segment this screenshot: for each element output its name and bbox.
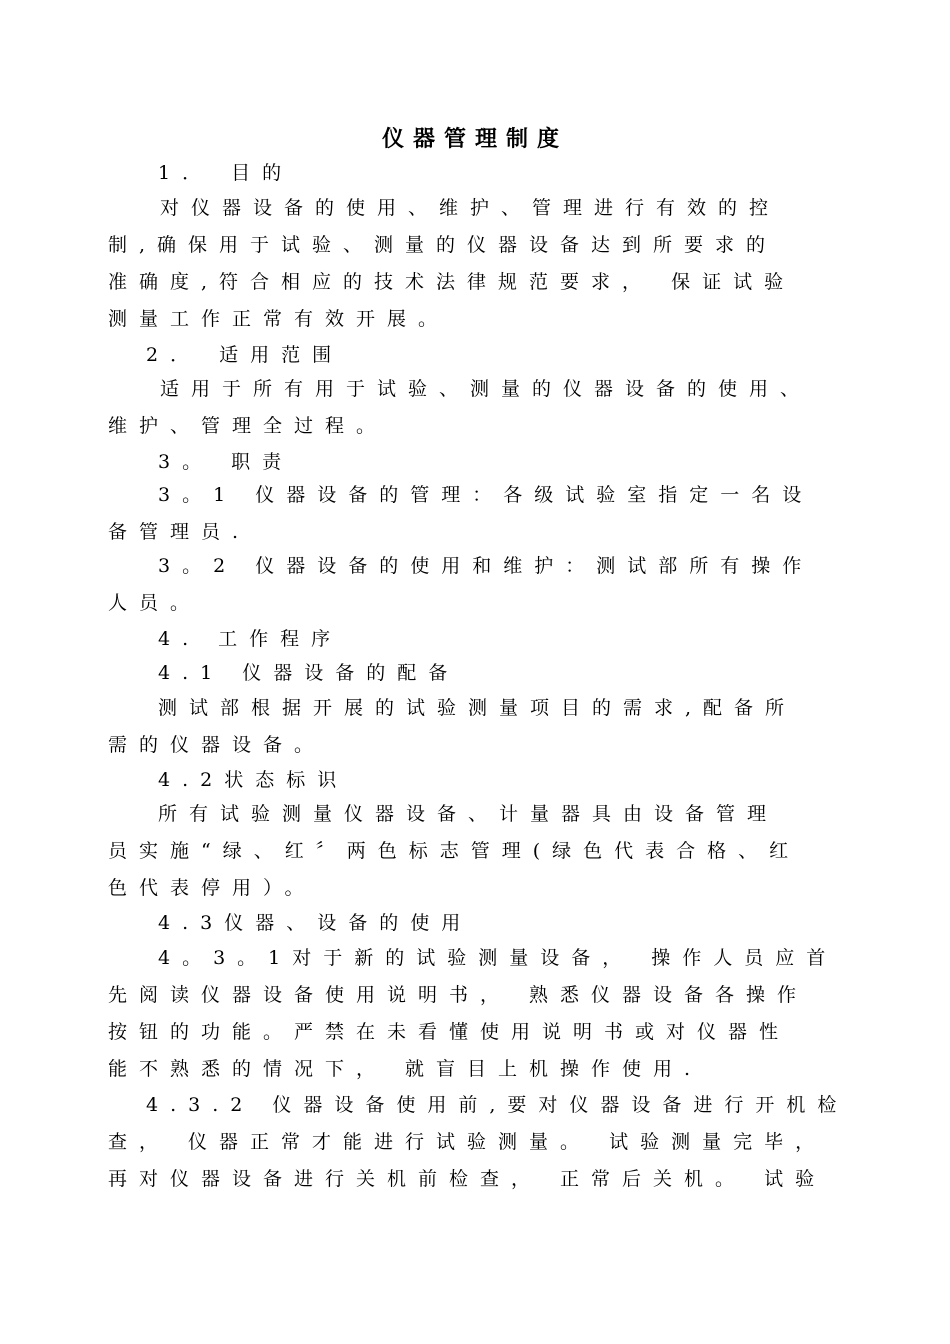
- paragraph-line: 3。1 仪器设备的管理：各级试验室指定一名设: [158, 484, 814, 506]
- paragraph-line: 按钮的功能。严禁在未看懂使用说明书或对仪器性: [108, 1021, 791, 1043]
- paragraph-line: 先阅读仪器设备使用说明书， 熟悉仪器设备各操作: [108, 984, 809, 1006]
- subsection-heading: 4.3仪器、设备的使用: [158, 912, 473, 934]
- paragraph-line: 需的仪器设备。: [108, 734, 326, 756]
- paragraph-line: 4。3。1对于新的试验测量设备， 操作人员应首: [158, 947, 838, 969]
- paragraph-line: 维护、管理全过程。: [108, 415, 388, 437]
- section-heading-purpose: 1． 目的: [158, 162, 294, 184]
- paragraph-line: 备管理员.: [108, 521, 251, 543]
- subsection-heading: 4.2状态标识: [158, 769, 349, 791]
- paragraph-line: 能不熟悉的情况下， 就盲目上机操作使用.: [108, 1058, 703, 1080]
- paragraph-line: 人员。: [108, 592, 202, 614]
- paragraph-line: 3。2 仪器设备的使用和维护：测试部所有操作: [158, 555, 814, 577]
- paragraph-line: 对仪器设备的使用、维护、管理进行有效的控: [160, 197, 781, 219]
- paragraph-line: 所有试验测量仪器设备、计量器具由设备管理: [158, 803, 779, 825]
- paragraph-line: 4.3.2 仪器设备使用前,要对仪器设备进行开机检: [146, 1094, 849, 1116]
- paragraph-line: 员实施“绿、红〞两色标志管理(绿色代表合格、红: [108, 840, 801, 862]
- section-heading-scope: 2． 适用范围: [146, 344, 344, 366]
- paragraph-line: 适用于所有用于试验、测量的仪器设备的使用、: [160, 378, 812, 400]
- paragraph-line: 再对仪器设备进行关机前检查， 正常后关机。 试验: [108, 1168, 827, 1190]
- section-heading-duties: 3。 职责: [158, 451, 294, 473]
- paragraph-line: 查， 仪器正常才能进行试验测量。 试验测量完毕，: [108, 1131, 827, 1153]
- paragraph-line: 色代表停用）。: [108, 877, 316, 899]
- section-heading-procedure: 4. 工作程序: [158, 628, 343, 650]
- document-title: 仪器管理制度: [381, 126, 568, 152]
- paragraph-line: 测量工作正常有效开展。: [108, 308, 450, 330]
- paragraph-line: 测试部根据开展的试验测量项目的需求,配备所: [158, 697, 797, 719]
- subsection-heading: 4.1 仪器设备的配备: [158, 662, 460, 684]
- paragraph-line: 准确度,符合相应的技术法律规范要求， 保证试验: [108, 271, 796, 293]
- paragraph-line: 制,确保用于试验、测量的仪器设备达到所要求的: [108, 234, 778, 256]
